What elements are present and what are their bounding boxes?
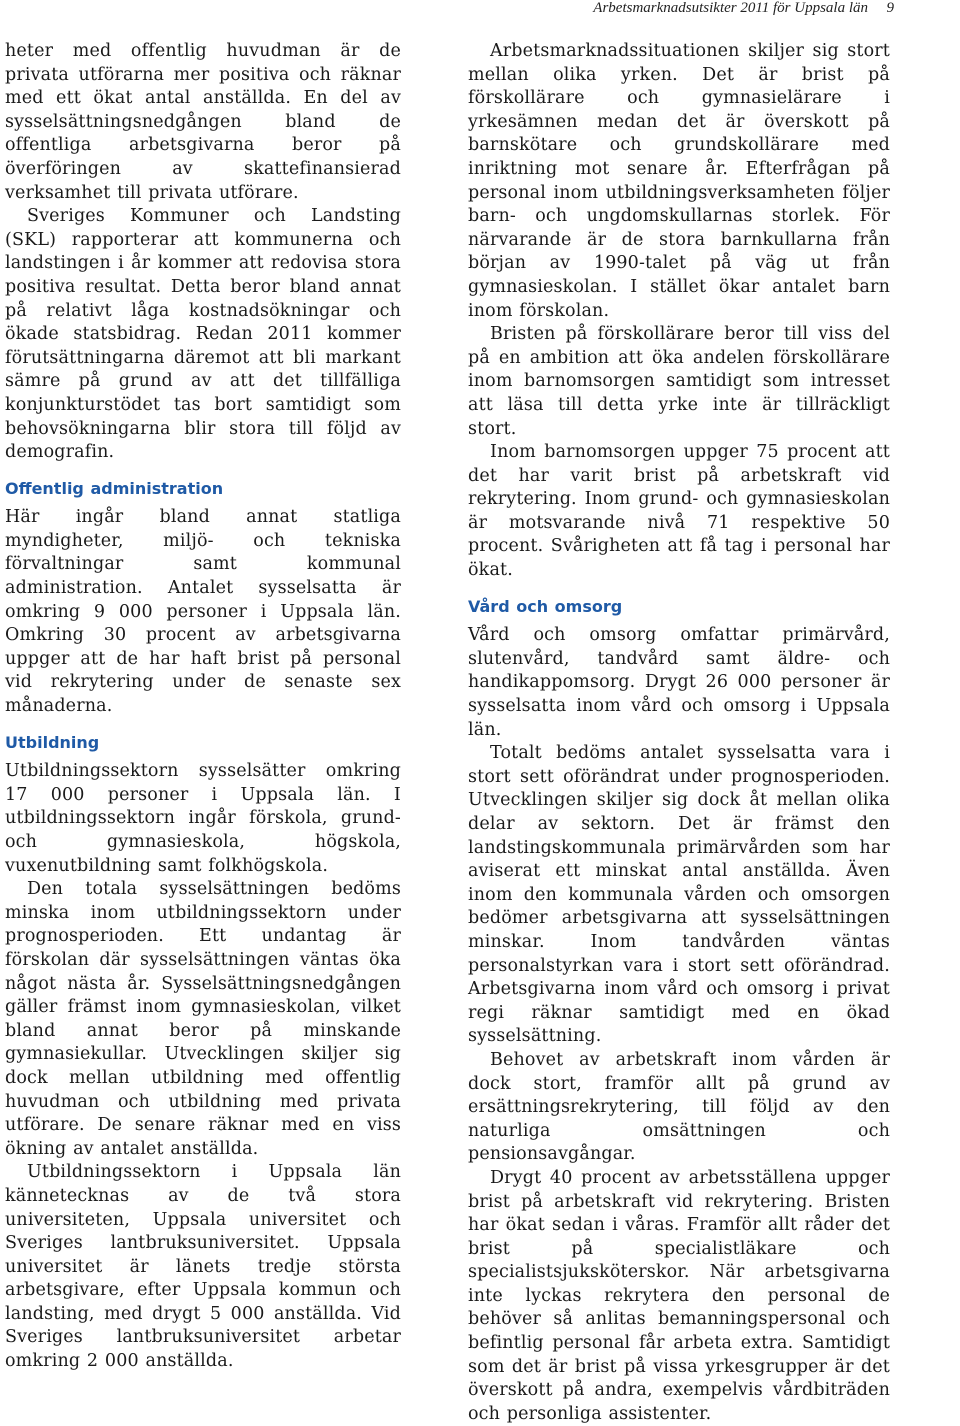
heading-utbildning: Utbildning [5,732,100,752]
left-paragraph-4: Utbildningssektorn sysselsätter omkring 17 000 personer i Uppsala län. I utbildningssektorn ingår förskola, grund- och gymnasieskola, högskola, vuxenutbildning samt folkhögskola. [5,761,401,876]
left-paragraph-5: Den totala sysselsättningen bedöms minska inom utbildningssektorn under prognosperioden. Ett undantag är förskolan där sysselsättningen väntas öka något nästa år. Sysselsättningsnedgången gäller främst inom gymnasieskolan, vilket bland annat beror på minskande gymnasiekullar. Utvecklingen skiljer sig dock mellan utbildning med offentlig huvudman och utbildning med privata utförare. De senare räknar med en viss ökning av antalet anställda. [5,879,401,1159]
right-paragraph-7: Drygt 40 procent av arbetsställena uppger brist på arbetskraft vid rekrytering. Bristen har ökat sedan i våras. Framför allt råder det brist på specialistläkare och specialistsjuksköterskor. När arbetsgivarna inte lyckas rekrytera den personal de behöver så anlitas bemanningspersonal och befintlig personal får arbeta extra. Samtidigt som det är brist på vissa yrkesgrupper är det överskott på andra, exempelvis vårdbiträden och personliga assistenter. [468,1167,890,1424]
page-number-text: 9 [886,0,894,16]
right-column [468,40,890,1426]
right-paragraph-1: Arbetsmarknadssituationen skiljer sig stort mellan olika yrken. Det är brist på förskollärare och gymnasielärare i yrkesämnen medan det är överskott på barnskötare och grundskollärare med inriktning mot senare år. Efterfrågan på personal inom utbildningsverksamheten följer barn- och ungdomskullarnas storlek. För närvarande är de stora barnkullarna från början av 1990-talet på väg ut från gymnasieskolan. I stället ökar antalet barn inom förskolan. [468,41,890,321]
heading-offentlig-administration: Offentlig administration [5,478,224,498]
heading-vard-och-omsorg: Vård och omsorg [468,596,623,616]
left-paragraph-3: Här ingår bland annat statliga myndigheter, miljö- och tekniska förvaltningar samt kommunal administration. Antalet sysselsatta är omkring 9 000 personer i Uppsala län. Omkring 30 procent av arbetsgivarna uppger att de har haft brist på personal vid rekrytering under de senaste sex månaderna. [5,507,401,717]
right-paragraph-5: Totalt bedöms antalet sysselsatta vara i stort sett oförändrat under prognosperioden. Utvecklingen skiljer sig dock åt mellan olika delar av sektorn. Det är främst den landstingskommunala primärvården som har aviserat ett minskat antal anställda. Även inom den kommunala vården och omsorgen bedömer arbetsgivarna att sysselsättningen minskar. Inom tandvården väntas personalstyrkan vara i stort sett oförändrad. Arbetsgivarna inom vård och omsorg i privat regi räknar samtidigt med en ökad sysselsättning. [468,743,890,1047]
left-paragraph-6: Utbildningssektorn i Uppsala län kännetecknas av de två stora universiteten, Uppsala universitet och Sveriges lantbruksuniversitet. Uppsala universitet är länets tredje största arbetsgivare, efter Uppsala kommun och landsting, med drygt 5 000 anställda. Vid Sveriges lantbruksuniversitet arbetar omkring 2 000 anställda. [5,1162,401,1372]
left-paragraph-2: Sveriges Kommuner och Landsting (SKL) rapporterar att kommunerna och landstingen i år kommer att redovisa stora positiva resultat. Detta beror bland annat på relativt låga kostnadsökningar och ökade statsbidrag. Redan 2011 kommer förutsättningarna däremot att bli markant sämre på grund av att det tillfälliga konjunkturstödet tas bort samtidigt som behovsökningarna blir stora till följd av demografin. [5,206,401,463]
right-paragraph-6: Behovet av arbetskraft inom vården är dock stort, framför allt på grund av ersättningsrekrytering, till följd av den naturliga omsättningen och pensionsavgångar. [468,1049,890,1165]
right-paragraph-3: Inom barnomsorgen uppger 75 procent att det har varit brist på arbetskraft vid rekrytering. Inom grund- och gymnasieskolan är motsvarande nivå 71 respektive 50 procent. Svårigheten att få tag i personal har ökat. [468,442,890,581]
right-paragraph-4: Vård och omsorg omfattar primärvård, slutenvård, tandvård samt äldre- och handikappomsorg. Drygt 26 000 personer är sysselsatta inom vård och omsorg i Uppsala län. [468,625,890,740]
running-title-text: Arbetsmarknadsutsikter 2011 för Uppsala län [593,0,868,16]
left-paragraph-1: heter med offentlig huvudman är de privata utförarna mer positiva och räknar med ett ökat antal anställda. En del av sysselsättningsnedgången bland de offentliga arbetsgivarna beror på överföringen av skattefinansierad verksamhet till privata utförare. [5,41,401,203]
running-title [593,0,868,17]
right-paragraph-2: Bristen på förskollärare beror till viss del på en ambition att öka andelen förskollärare inom barnomsorgen samtidigt som intresset att läsa till detta yrke inte är tillräckligt stort. [468,324,890,439]
left-column [5,40,401,1374]
